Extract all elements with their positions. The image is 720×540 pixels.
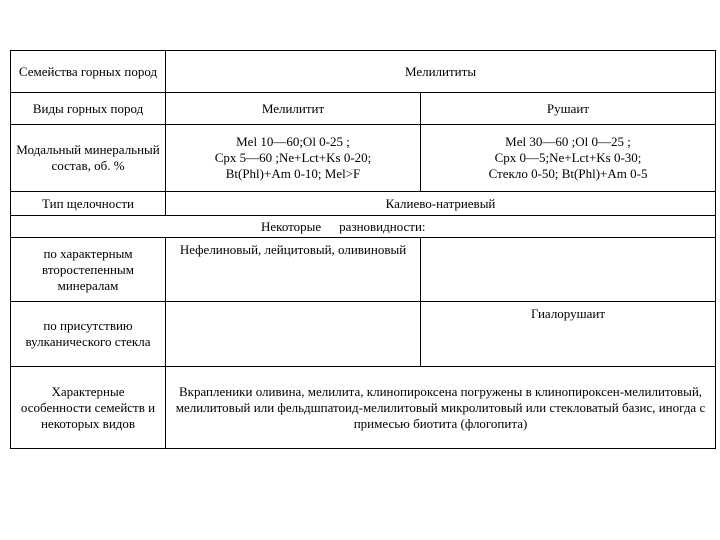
minerals-rushaite [421,238,716,302]
row-kinds [11,93,716,125]
kinds-label: Виды горных пород [11,93,166,125]
row-varieties [11,216,716,238]
varieties-word-kinds: разновидности: [339,218,426,234]
row-glass [11,302,716,367]
minerals-melilitite: Нефелиновый, лейцитовый, оливиновый [166,238,421,302]
alkalinity-label: Тип щелочности [11,192,166,216]
composition-melilitite [166,125,421,192]
rock-table [10,50,716,449]
glass-melilitite [166,302,421,367]
composition-line: Cpx 5—60 ;Ne+Lct+Ks 0-20; [214,150,372,165]
composition-label: Модальный минеральный состав, об. % [11,125,166,192]
glass-rushaite: Гиалорушаит [421,302,716,367]
row-alkalinity [11,192,716,216]
kind-rushaite: Рушаит [421,93,716,125]
composition-line: Mel 30—60 ;Ol 0—25 ; [505,134,631,149]
composition-line: Bt(Phl)+Am 0-10; Mel>F [225,166,361,181]
composition-rushaite [421,125,716,192]
varieties-word-some: Некоторые [261,218,322,234]
composition-line: Mel 10—60;Ol 0-25 ; [236,134,350,149]
features-value: Вкрапленики оливина, мелилита, клинопироксена погружены в клинопироксен-мелилитовый, мелилитовый или фельдшпатоид-мелилитовый микролитовый или стекловатый базис, иногда с примесью биотита (флогопита) [166,367,716,449]
family-value: Мелилититы [166,51,716,93]
kind-melilitite: Мелилитит [166,93,421,125]
varieties-header [11,216,716,238]
composition-line: Стекло 0-50; Bt(Phl)+Am 0-5 [488,166,648,181]
row-composition [11,125,716,192]
composition-line: Cpx 0—5;Ne+Lct+Ks 0-30; [494,150,642,165]
glass-label: по присутствию вулканического стекла [11,302,166,367]
row-minerals [11,238,716,302]
minerals-label: по характерным второстепенным минералам [11,238,166,302]
row-family [11,51,716,93]
row-features [11,367,716,449]
alkalinity-value: Калиево-натриевый [166,192,716,216]
family-label: Семейства горных пород [11,51,166,93]
features-label: Характерные особенности семейств и некоторых видов [11,367,166,449]
